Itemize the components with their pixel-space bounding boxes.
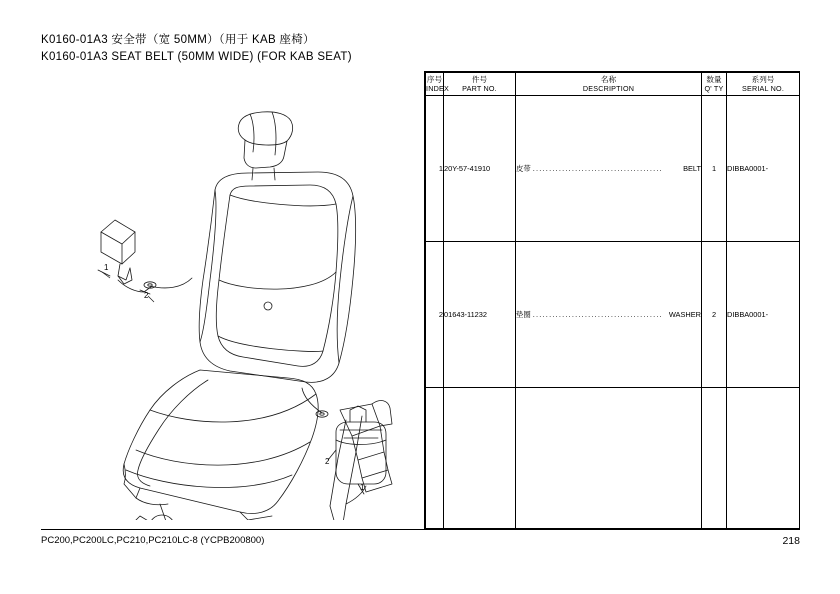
parts-table-container: [424, 71, 800, 529]
col-header-index-en: INDEX: [426, 84, 449, 93]
footer-divider: [41, 529, 800, 530]
parts-table: [425, 72, 800, 528]
cell-qty: 2: [702, 241, 727, 387]
callout-2-upper: 2: [144, 291, 149, 300]
cell-index: 1: [426, 96, 444, 242]
col-header-serial-no: [727, 73, 800, 96]
cell-serial-no: DIBBA0001-: [727, 96, 800, 242]
col-header-serial-no-cn: 系列号: [751, 75, 775, 84]
description-dot-leader: ........................................: [532, 309, 663, 319]
seat-drawing-svg: [40, 80, 420, 520]
page-title: [41, 33, 352, 65]
col-header-serial-no-en: SERIAL NO.: [741, 84, 785, 93]
description-english: WASHER: [668, 309, 701, 319]
page-title-chinese: K0160-01A3 安全带（宽 50MM）（用于 KAB 座椅）: [41, 34, 315, 46]
description-chinese: 皮带: [516, 163, 531, 173]
cell-description: [516, 241, 702, 387]
seat-assembly-illustration: [40, 80, 420, 520]
table-empty-area: [426, 387, 800, 528]
page-number: 218: [782, 535, 800, 547]
cell-serial-no: DIBBA0001-: [727, 241, 800, 387]
table-row: [426, 241, 800, 387]
col-header-index: [426, 73, 449, 96]
col-header-description: [516, 73, 702, 96]
table-header-row: [426, 73, 800, 96]
cell-qty: 1: [702, 96, 727, 242]
callout-2-lower: 2: [325, 457, 330, 466]
empty-cell-serial-no: [727, 387, 800, 528]
cell-description: [516, 96, 702, 242]
page-title-english: K0160-01A3 SEAT BELT (50MM WIDE) (FOR KAB SEAT): [41, 51, 352, 63]
description-english: BELT: [683, 163, 701, 173]
description-dot-leader: ........................................: [532, 163, 663, 173]
description-chinese: 垫圈: [516, 309, 531, 319]
empty-cell-description: [516, 387, 702, 528]
col-header-qty: [702, 73, 727, 96]
empty-cell-qty: [702, 387, 727, 528]
table-row: [426, 96, 800, 242]
footer-model-text: PC200,PC200LC,PC210,PC210LC-8 (YCPB200800): [41, 535, 265, 546]
col-header-description-cn: 名称: [600, 75, 617, 84]
callout-1-upper: 1: [104, 263, 109, 272]
empty-cell-part-no: [444, 387, 516, 528]
col-header-qty-en: Q' TY: [704, 84, 724, 93]
empty-cell-index: [426, 387, 444, 528]
cell-index: 2: [426, 241, 444, 387]
col-header-part-no: [444, 73, 516, 96]
col-header-index-cn: 序号: [426, 75, 443, 84]
cell-part-no: 20Y-57-41910: [444, 96, 516, 242]
col-header-description-en: DESCRIPTION: [582, 84, 635, 93]
cell-part-no: 01643-11232: [444, 241, 516, 387]
col-header-qty-cn: 数量: [706, 75, 722, 84]
col-header-part-no-en: PART NO.: [462, 84, 497, 93]
callout-1-lower: 1: [360, 483, 365, 492]
col-header-part-no-cn: 件号: [471, 75, 488, 84]
